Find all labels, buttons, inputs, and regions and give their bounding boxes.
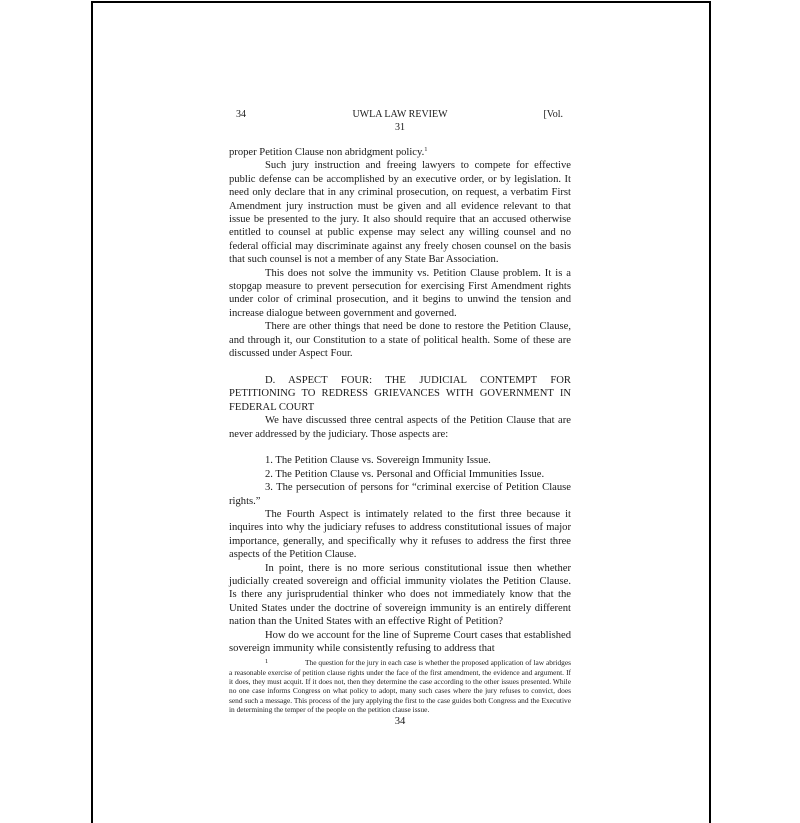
journal-title: UWLA LAW REVIEW — [352, 109, 448, 120]
header-page-number: 34 — [236, 109, 246, 120]
body-text — [229, 146, 571, 655]
running-header — [229, 108, 571, 136]
footnote — [229, 657, 571, 714]
footnote-reference[interactable]: 1 — [424, 146, 428, 153]
intro-paragraph: We have discussed three central aspects of the Petition Clause that are never addressed by the judiciary. Those aspects are: — [229, 415, 571, 440]
footnote-number: 1 — [265, 658, 269, 666]
paragraph: In point, there is no more serious constitutional issue then whether judicially created sovereign and official immunity violates the Petition Clause. Is there any jurisprudential thinker who does not immediately know that the United States under the doctrine of sovereign immunity is an entirely different nation than the United States with an effective Right of Petition? — [229, 562, 571, 628]
footer-page-number: 34 — [394, 716, 406, 728]
paragraph: This does not solve the immunity vs. Petition Clause problem. It is a stopgap measure to prevent persecution for exercising First Amendment rights under color of criminal prosecution, and it begins to unwind the tension and increase dialogue between government and governed. — [229, 267, 571, 319]
list-item: 2. The Petition Clause vs. Personal and Official Immunities Issue. — [265, 468, 545, 480]
paragraph: There are other things that need be done to restore the Petition Clause, and through it, our Constitution to a state of political health. Some of these are discussed under Aspect Four. — [229, 321, 571, 360]
section-heading: D. ASPECT FOUR: THE JUDICIAL CONTEMPT FOR PETITIONING TO REDRESS GRIEVANCES WITH GOVERNMENT IN FEDERAL COURT — [229, 374, 571, 413]
paragraph: The Fourth Aspect is intimately related to the first three because it inquires into why the judiciary refuses to address constitutional issues of major importance, generally, and specifically why it refuses to address the first three aspects of the Petition Clause. — [229, 508, 571, 561]
page-content — [229, 108, 571, 728]
spacer — [229, 441, 571, 454]
list-item: 1. The Petition Clause vs. Sovereign Immunity Issue. — [265, 455, 491, 467]
paragraph: How do we account for the line of Supreme Court cases that established sovereign immunity while consistently refusing to address that — [229, 629, 571, 654]
spacer — [229, 361, 571, 374]
list-item: 3. The persecution of persons for “criminal exercise of Petition Clause rights.” — [229, 482, 571, 507]
paragraph: proper Petition Clause non abridgment policy.$^1$ — [229, 146, 428, 158]
footnote-text: The question for the jury in each case is whether the proposed application of law abridges a reasonable exercise of petition clause rights under the face of the first amendment, the evidence and argument. If it does, they must acquit. If it does not, then they determine the case according to the other issues presented. While no one case informs Congress on what policy to adopt, many such cases where the jury refuses to convict, does send such a message. This process of the jury applying the first to the case guides both Congress and the Executive in determining the temper of the people on the petition clause issue. — [229, 658, 571, 714]
volume-number: 31 — [395, 122, 405, 133]
paragraph: Such jury instruction and freeing lawyers to compete for effective public defense can be accomplished by an executive order, or by legislation. It need only declare that in any criminal prosecution, on request, a verbatim First Amendment jury instruction must be given and all evidence relevant to that issue be presented to the jury. It also should require that an accused otherwise entitled to counsel at public expense may select any willing counsel and no federal official may discriminate against any freely chosen counsel on the basis that such counsel is not a member of any State Bar Association. — [229, 160, 571, 266]
volume-label: [Vol. — [543, 109, 563, 120]
